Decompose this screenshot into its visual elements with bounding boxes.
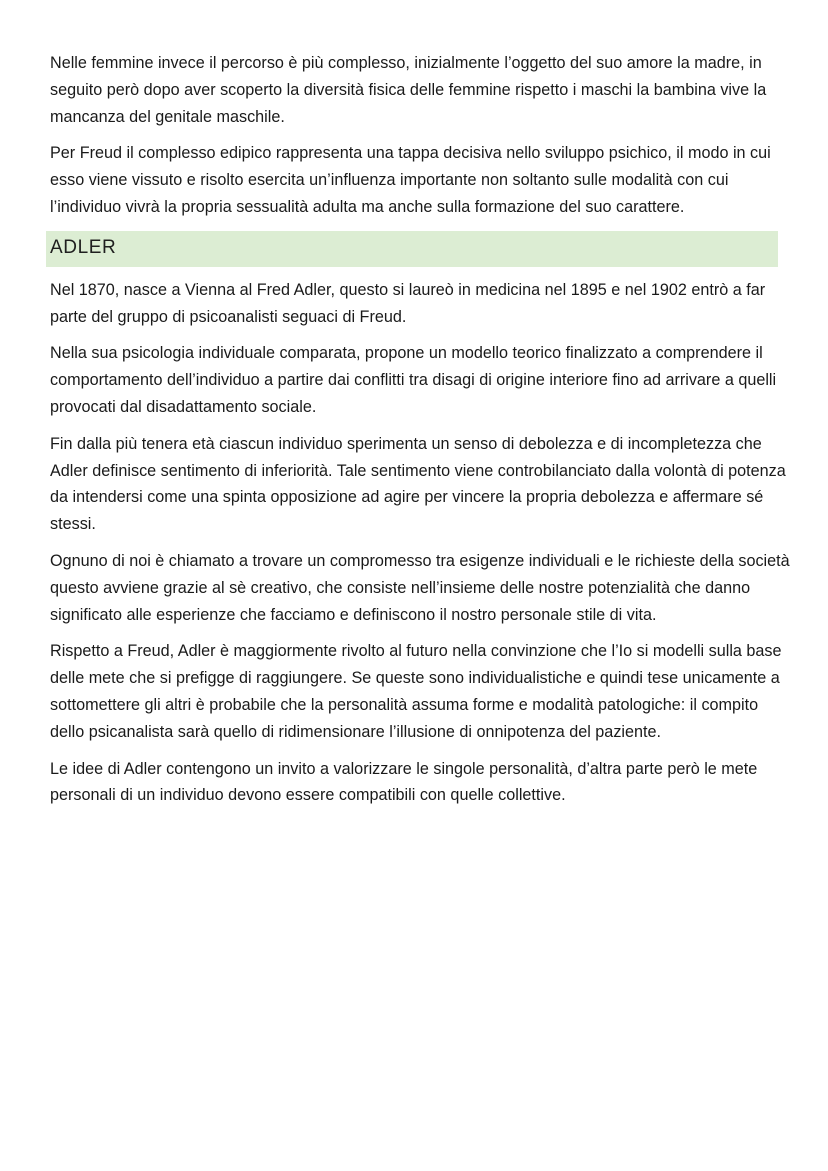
paragraph-adler-conclusion: Le idee di Adler contengono un invito a valorizzare le singole personalità, d’altra parte però le mete personali di un individuo devono essere compatibili con quelle collettive. bbox=[50, 759, 758, 805]
paragraph-adler-biography: Nel 1870, nasce a Vienna al Fred Adler, questo si laureò in medicina nel 1895 e nel 1902 entrò a far parte del gruppo di psicoanalisti seguaci di Freud. bbox=[50, 280, 766, 326]
document-body bbox=[50, 50, 790, 819]
paragraph-adler-creative-self: Ognuno di noi è chiamato a trovare un compromesso tra esigenze individuali e le richieste della società questo avviene grazie al sè creativo, che consiste nell’insieme delle nostre potenzialità che danno significato alle esperienze che facciamo e definiscono il nostro personale stile di vita. bbox=[50, 551, 790, 624]
paragraph-adler-inferiority: Fin dalla più tenera età ciascun individuo sperimenta un senso di debolezza e di incompletezza che Adler definisce sentimento di inferiorità. Tale sentimento viene controbilanciato dalla volontà di potenza da intendersi come una spinta opposizione ad agire per vincere la propria debolezza e affermare sé stessi. bbox=[50, 434, 786, 534]
paragraph-freud-female-development: Nelle femmine invece il percorso è più complesso, inizialmente l’oggetto del suo amore la madre, in seguito però dopo aver scoperto la diversità fisica delle femmine rispetto i maschi la bambina vive la mancanza del genitale maschile. bbox=[50, 54, 767, 126]
paragraph-adler-future-goals: Rispetto a Freud, Adler è maggiormente rivolto al futuro nella convinzione che l’Io si modelli sulla base delle mete che si prefigge di raggiungere. Se queste sono individualistiche e quindi tese unicamente a sottomettere gli altri è probabile che la personalità assuma forme e modalità patologiche: il compito dello psicanalista sarà quello di ridimensionare l’illusione di onnipotenza del paziente. bbox=[50, 642, 782, 741]
paragraph-freud-oedipus-complex: Per Freud il complesso edipico rappresenta una tappa decisiva nello sviluppo psichico, il modo in cui esso viene vissuto e risolto esercita un’influenza importante non soltanto sulle modalità con cui l’individuo vivrà la propria sessualità adulta ma anche sulla formazione del suo carattere. bbox=[50, 144, 771, 216]
paragraph-adler-individual-psychology: Nella sua psicologia individuale comparata, propone un modello teorico finalizzato a comprendere il comportamento dell’individuo a partire dai conflitti tra disagi di origine interiore fino ad arrivare a quelli provocati dal disadattamento sociale. bbox=[50, 344, 777, 416]
section-heading-adler: ADLER bbox=[46, 231, 778, 267]
